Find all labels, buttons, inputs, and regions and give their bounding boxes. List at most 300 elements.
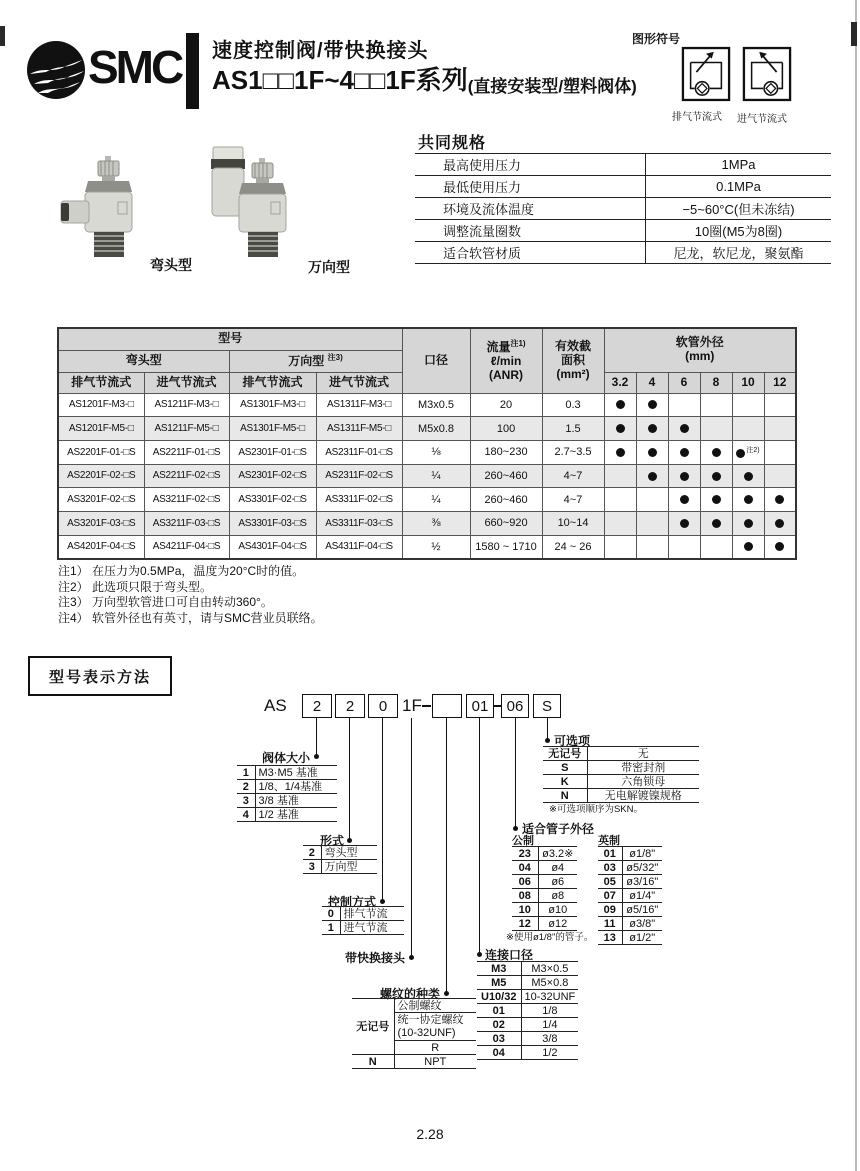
page-number: 2.28 (416, 1126, 444, 1142)
dot-note-ref: 注2) (746, 446, 760, 454)
col-meter-in-universal: 进气节流式 (316, 372, 402, 393)
connector-line (349, 718, 350, 840)
code-row (598, 903, 662, 917)
model-table-body (58, 393, 796, 559)
code-cell: 04 (512, 861, 538, 875)
code-row (352, 999, 476, 1013)
scan-mark-left (0, 26, 5, 46)
col-meter-in-elbow: 进气节流式 (144, 372, 229, 393)
code-row (598, 931, 662, 945)
availability-dot (775, 542, 784, 551)
code-box-body-size: 2 (302, 694, 332, 718)
model-row (58, 511, 796, 535)
connector-dot (409, 955, 414, 960)
code-cell: 10 (512, 903, 538, 917)
code-box-tube: 06 (501, 694, 529, 718)
availability-dot (680, 519, 689, 528)
code-cell: 11 (598, 917, 622, 931)
code-row (598, 917, 662, 931)
tube-size-cell (732, 511, 764, 535)
availability-dot (712, 519, 721, 528)
code-dash-1 (422, 705, 431, 707)
code-box-control: 0 (368, 694, 398, 718)
model-cell: AS3301F-03-□S (229, 511, 316, 535)
model-cell: AS3311F-02-□S (316, 488, 402, 512)
code-row (477, 962, 578, 976)
code-cell: M5 (477, 976, 521, 990)
tube-size-cell (700, 511, 732, 535)
model-cell: AS1311F-M5-□ (316, 417, 402, 441)
value-cell: 无电解镀镍规格 (587, 789, 699, 803)
tube-size-cell (636, 488, 668, 512)
code-row (477, 1018, 578, 1032)
code-cell: 4 (237, 808, 255, 822)
common-specs-table (415, 153, 831, 264)
code-dash-2 (494, 705, 501, 707)
tube-od-unit: (mm) (685, 349, 715, 364)
code-cell: N (543, 789, 587, 803)
availability-dot (616, 400, 625, 409)
spec-label: 调整流量圈数 (415, 220, 646, 242)
code-cell: 2 (303, 846, 321, 860)
col-size-6: 6 (668, 372, 700, 393)
value-cell: 进气节流 (340, 921, 404, 935)
value-cell: 10-32UNF (521, 990, 578, 1004)
value-cell: 带密封剂 (587, 761, 699, 775)
col-universal (229, 350, 402, 372)
flow-note-ref: 注1) (510, 339, 526, 349)
col-size-10: 10 (732, 372, 764, 393)
port-cell: ¼ (402, 488, 470, 512)
tube-size-cell (604, 511, 636, 535)
thread-type-label: 螺纹的种类 (379, 987, 440, 1001)
flow-cell: 20 (470, 393, 542, 417)
code-row (512, 861, 577, 875)
tube-size-cell (764, 464, 796, 488)
spec-row (415, 220, 831, 242)
code-cell: 3 (303, 860, 321, 874)
connector-dot (545, 738, 550, 743)
port-cell: ¼ (402, 464, 470, 488)
connector-line (547, 718, 548, 740)
flow-cell: 260~460 (470, 488, 542, 512)
code-row (237, 780, 337, 794)
connector-dot (513, 826, 518, 831)
code-row (598, 875, 662, 889)
value-cell: ø3/16" (622, 875, 662, 889)
tube-size-cell (700, 535, 732, 559)
code-row (303, 860, 377, 874)
tube-size-cell (764, 535, 796, 559)
code-cell: 08 (512, 889, 538, 903)
code-cell: 06 (512, 875, 538, 889)
port-cell: M5x0.8 (402, 417, 470, 441)
tube-size-cell (668, 417, 700, 441)
connector-dot (477, 952, 482, 957)
value-cell: 万向型 (321, 860, 377, 874)
tube-inch-table (598, 846, 662, 945)
note-line: 注4） 软管外径也有英寸，请与SMC营业员联络。 (58, 610, 323, 625)
tube-size-cell (764, 440, 796, 464)
header-divider-bar (186, 33, 199, 109)
model-row (58, 535, 796, 559)
universal-note-ref: 注3) (327, 353, 343, 363)
model-table (57, 327, 797, 560)
page-title-line2 (212, 60, 637, 97)
availability-dot (712, 495, 721, 504)
tube-size-cell (764, 417, 796, 441)
model-cell: AS1201F-M5-□ (58, 417, 144, 441)
area-cell: 2.7~3.5 (542, 440, 604, 464)
col-area (542, 328, 604, 393)
value-cell: ø4 (538, 861, 577, 875)
connector-line (382, 718, 383, 901)
area-cell: 10~14 (542, 511, 604, 535)
tube-size-cell (700, 464, 732, 488)
model-cell: AS3201F-02-□S (58, 488, 144, 512)
spec-row (415, 242, 831, 264)
col-model-group: 型号 (58, 328, 402, 350)
spec-label: 最高使用压力 (415, 154, 646, 176)
flow-label: 流量 (486, 340, 511, 355)
universal-type-photo (203, 142, 313, 267)
model-cell: AS3311F-03-□S (316, 511, 402, 535)
connector-dot (314, 754, 319, 759)
meter-out-caption: 排气节流式 (672, 112, 722, 123)
control-table (322, 906, 404, 935)
value-cell: 1/8 (521, 1004, 578, 1018)
availability-dot (680, 472, 689, 481)
availability-dot (680, 448, 689, 457)
tube-size-cell (668, 440, 700, 464)
area-cell: 0.3 (542, 393, 604, 417)
model-cell: AS3301F-02-□S (229, 488, 316, 512)
model-cell: AS2301F-01-□S (229, 440, 316, 464)
style-label: 形式 (319, 834, 344, 848)
code-row (322, 921, 404, 935)
options-label: 可选项 (554, 734, 591, 748)
body-size-label: 阀体大小 (261, 751, 310, 765)
tube-size-cell (604, 488, 636, 512)
model-cell: AS2201F-01-□S (58, 440, 144, 464)
value-cell: 3/8 基准 (255, 794, 337, 808)
availability-dot (712, 472, 721, 481)
area-unit: (mm²) (556, 366, 590, 381)
port-cell: ½ (402, 535, 470, 559)
code-row (237, 794, 337, 808)
code-cell: 0 (322, 907, 340, 921)
value-cell: 弯头型 (321, 846, 377, 860)
smc-logo-mark (26, 40, 86, 100)
spec-label: 最低使用压力 (415, 176, 646, 198)
value-cell: 1/2 基准 (255, 808, 337, 822)
model-row (58, 417, 796, 441)
value-cell: 1/4 (521, 1018, 578, 1032)
model-cell: AS1311F-M3-□ (316, 393, 402, 417)
tube-size-cell (668, 511, 700, 535)
tube-size-cell (604, 417, 636, 441)
options-table (543, 746, 699, 803)
connector-line (411, 718, 412, 957)
col-meter-out-elbow: 排气节流式 (58, 372, 144, 393)
tube-size-cell (636, 535, 668, 559)
code-cell: 07 (598, 889, 622, 903)
area-cell: 24 ~ 26 (542, 535, 604, 559)
tube-size-cell (732, 440, 764, 464)
flow-unit2: (ANR) (489, 367, 524, 382)
tube-metric-table (512, 846, 577, 931)
model-cell: AS4301F-04-□S (229, 535, 316, 559)
model-cell: AS1211F-M5-□ (144, 417, 229, 441)
code-cell: 12 (512, 917, 538, 931)
model-row (58, 488, 796, 512)
tube-size-cell (636, 464, 668, 488)
tube-size-cell (732, 393, 764, 417)
col-tube-od (604, 328, 796, 372)
availability-dot (648, 472, 657, 481)
availability-dot (680, 495, 689, 504)
connector-line (479, 718, 480, 954)
model-cell: AS3201F-03-□S (58, 511, 144, 535)
value-cell: 公制螺纹 (394, 999, 476, 1013)
universal-type-caption: 万向型 (308, 259, 350, 275)
tube-size-cell (732, 488, 764, 512)
tube-size-cell (636, 393, 668, 417)
model-cell: AS4311F-04-□S (316, 535, 402, 559)
note-line: 注2） 此选项只限于弯头型。 (58, 579, 213, 594)
series-subtitle: (直接安装型/塑料阀体) (467, 77, 637, 96)
code-cell: 1 (322, 921, 340, 935)
area-line1: 有效截 (555, 339, 592, 354)
code-cell: 03 (477, 1032, 521, 1046)
meter-in-caption: 进气节流式 (737, 114, 787, 125)
code-row (477, 1046, 578, 1060)
code-cell: 1 (237, 766, 255, 780)
col-size-8: 8 (700, 372, 732, 393)
availability-dot (775, 495, 784, 504)
graphic-symbol-label: 图形符号 (632, 32, 681, 46)
tube-od-label: 适合管子外径 (522, 822, 595, 836)
designation-title-box: 型号表示方法 (28, 656, 172, 696)
value-cell: ø5/32" (622, 861, 662, 875)
code-prefix: AS (264, 696, 287, 715)
col-size-3-2: 3.2 (604, 372, 636, 393)
code-row (477, 1004, 578, 1018)
tube-size-cell (764, 488, 796, 512)
tube-size-cell (732, 464, 764, 488)
flow-cell: 180~230 (470, 440, 542, 464)
value-cell: 3/8 (521, 1032, 578, 1046)
thread-type-table (352, 998, 476, 1069)
value-cell: M3·M5 基准 (255, 766, 337, 780)
spec-row (415, 198, 831, 220)
code-row (237, 808, 337, 822)
model-cell: AS2211F-02-□S (144, 464, 229, 488)
spec-value: 10圈(M5为8圈) (646, 220, 832, 242)
tube-size-cell (604, 535, 636, 559)
col-meter-out-universal: 排气节流式 (229, 372, 316, 393)
model-cell: AS2311F-02-□S (316, 464, 402, 488)
availability-dot (648, 400, 657, 409)
value-cell: 六角锁母 (587, 775, 699, 789)
code-row (477, 1032, 578, 1046)
value-cell: M5×0.8 (521, 976, 578, 990)
tube-metric-note: ※使用ø1/8"的管子。 (506, 932, 594, 943)
availability-dot (744, 472, 753, 481)
col-size-12: 12 (764, 372, 796, 393)
code-box-style: 2 (335, 694, 365, 718)
model-cell: AS4211F-04-□S (144, 535, 229, 559)
value-cell: ø1/2" (622, 931, 662, 945)
spec-value: −5~60°C(但未冻结) (646, 198, 832, 220)
flow-cell: 100 (470, 417, 542, 441)
col-elbow: 弯头型 (58, 350, 229, 372)
code-row (543, 775, 699, 789)
port-cell: ⅜ (402, 511, 470, 535)
body-size-table (237, 765, 337, 822)
value-cell: 统一协定螺纹 (10-32UNF) (394, 1013, 476, 1041)
code-cell: 01 (598, 847, 622, 861)
col-flow (470, 328, 542, 393)
port-cell: ⅛ (402, 440, 470, 464)
tube-size-cell (636, 440, 668, 464)
spec-value: 0.1MPa (646, 176, 832, 198)
code-row (512, 889, 577, 903)
model-cell: AS1211F-M3-□ (144, 393, 229, 417)
tube-size-cell (636, 417, 668, 441)
code-cell: 2 (237, 780, 255, 794)
code-cell: M3 (477, 962, 521, 976)
connector-dot (380, 899, 385, 904)
code-row (237, 766, 337, 780)
area-cell: 1.5 (542, 417, 604, 441)
code-row (322, 907, 404, 921)
connector-dot (444, 991, 449, 996)
value-cell: ø5/16" (622, 903, 662, 917)
code-cell: 02 (477, 1018, 521, 1032)
code-row (598, 889, 662, 903)
tube-size-cell (764, 511, 796, 535)
availability-dot (744, 495, 753, 504)
model-row (58, 440, 796, 464)
tube-size-cell (668, 488, 700, 512)
value-cell: ø3.2※ (538, 847, 577, 861)
code-cell: N (352, 1055, 394, 1069)
code-cell: 01 (477, 1004, 521, 1018)
tube-size-cell (700, 440, 732, 464)
tube-size-cell (764, 393, 796, 417)
model-cell: AS2211F-01-□S (144, 440, 229, 464)
model-cell: AS1301F-M5-□ (229, 417, 316, 441)
model-row (58, 393, 796, 417)
code-box-option: S (533, 694, 561, 718)
availability-dot (744, 542, 753, 551)
model-cell: AS1301F-M3-□ (229, 393, 316, 417)
tube-metric-header: 公制 (512, 835, 534, 847)
series-code: AS1□□1F~4□□1F系列 (212, 65, 468, 95)
page-title-line1: 速度控制阀/带快换接头 (212, 40, 429, 62)
model-cell: AS3211F-03-□S (144, 511, 229, 535)
value-cell: R (394, 1041, 476, 1055)
code-box-thread (432, 694, 462, 718)
flow-unit1: ℓ/min (490, 353, 522, 368)
availability-dot (744, 519, 753, 528)
col-size-4: 4 (636, 372, 668, 393)
tube-size-cell (604, 393, 636, 417)
code-row (512, 903, 577, 917)
spec-row (415, 154, 831, 176)
code-row (303, 846, 377, 860)
universal-label: 万向型 (288, 354, 325, 369)
availability-dot (712, 448, 721, 457)
connector-line (515, 718, 516, 828)
area-cell: 4~7 (542, 488, 604, 512)
code-cell: 05 (598, 875, 622, 889)
tube-size-cell (700, 417, 732, 441)
code-cell: U10/32 (477, 990, 521, 1004)
connector-line (446, 718, 447, 993)
flow-cell: 660~920 (470, 511, 542, 535)
code-cell: 无记号 (543, 747, 587, 761)
availability-dot (680, 424, 689, 433)
spec-row (415, 176, 831, 198)
connector-line (316, 718, 317, 756)
value-cell: ø8 (538, 889, 577, 903)
model-cell: AS3211F-02-□S (144, 488, 229, 512)
code-row (543, 761, 699, 775)
availability-dot (616, 424, 625, 433)
code-row (512, 875, 577, 889)
availability-dot (648, 448, 657, 457)
value-cell: ø3/8" (622, 917, 662, 931)
code-fitting-text: 1F (402, 696, 422, 715)
area-cell: 4~7 (542, 464, 604, 488)
tube-size-cell (668, 535, 700, 559)
code-cell: 03 (598, 861, 622, 875)
port-cell: M3x0.5 (402, 393, 470, 417)
value-cell: ø10 (538, 903, 577, 917)
code-row (598, 847, 662, 861)
common-specs-title: 共同规格 (418, 135, 487, 152)
value-cell: 1/8、1/4基准 (255, 780, 337, 794)
table-notes (58, 564, 323, 626)
spec-label: 适合软管材质 (415, 242, 646, 264)
tube-size-cell (636, 511, 668, 535)
port-size-table (477, 961, 578, 1060)
options-note: ※可选项顺序为SKN。 (549, 804, 643, 815)
tube-size-cell (700, 488, 732, 512)
code-row (352, 1055, 476, 1069)
tube-size-cell (604, 464, 636, 488)
value-cell: 排气节流 (340, 907, 404, 921)
tube-size-cell (700, 393, 732, 417)
model-designation-section (0, 648, 860, 1118)
model-row (58, 464, 796, 488)
code-row (477, 976, 578, 990)
elbow-type-photo (58, 152, 158, 267)
value-cell: ø1/4" (622, 889, 662, 903)
note-line: 注3） 万向型软管进口可自由转动360°。 (58, 595, 273, 609)
flow-cell: 260~460 (470, 464, 542, 488)
model-cell: AS4201F-04-□S (58, 535, 144, 559)
note-line: 注1） 在压力为0.5MPa，温度为20°C时的值。 (58, 564, 305, 578)
col-port: 口径 (402, 328, 470, 393)
code-cell: 无记号 (352, 999, 394, 1055)
value-cell: ø6 (538, 875, 577, 889)
tube-inch-header: 英制 (598, 835, 620, 847)
availability-dot (616, 448, 625, 457)
tube-size-cell (732, 535, 764, 559)
